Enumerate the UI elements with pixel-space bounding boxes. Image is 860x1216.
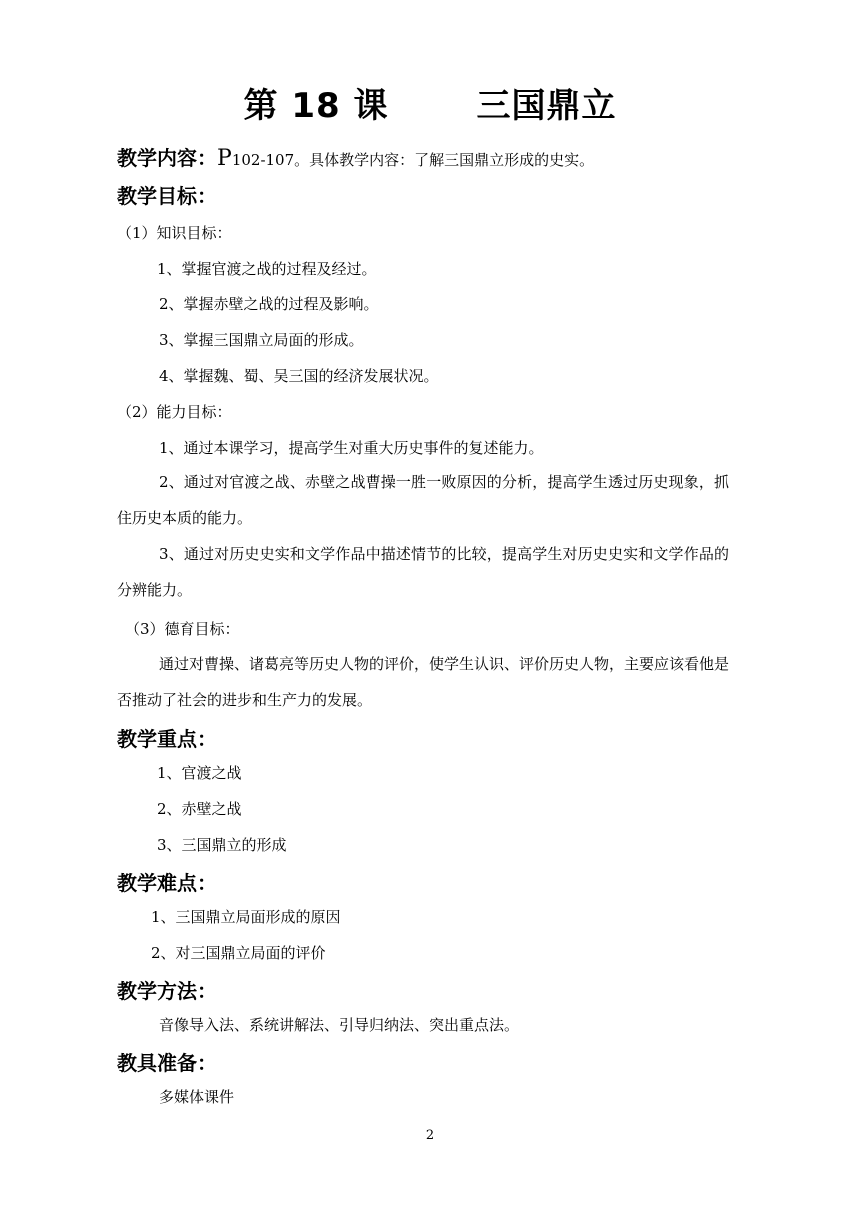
key-point-item: 2、赤壁之战	[157, 800, 242, 818]
methods-label: 教学方法：	[117, 979, 217, 1003]
moral-text: 通过对曹操、诸葛亮等历史人物的评价，使学生认识、评价历史人物，主要应该看他是否推动了社会的进步和生产力的发展。	[117, 655, 730, 709]
ability-item-paragraph	[117, 536, 729, 608]
page-title	[0, 78, 860, 127]
ability-item-paragraph	[117, 464, 729, 536]
ability-item: 3、通过对历史史实和文学作品中描述情节的比较，提高学生对历史史实和文学作品的分辨能力。	[117, 545, 729, 599]
objectives-label: 教学目标：	[117, 184, 217, 208]
ability-heading: （2）能力目标：	[117, 403, 232, 421]
ability-item: 1、通过本课学习，提高学生对重大历史事件的复述能力。	[159, 439, 544, 457]
content-text: 102-107。具体教学内容：了解三国鼎立形成的史实。	[231, 151, 595, 169]
materials-label: 教具准备：	[117, 1051, 217, 1075]
knowledge-item: 3、掌握三国鼎立局面的形成。	[159, 331, 364, 349]
page-number: 2	[425, 1128, 435, 1143]
content-label: 教学内容：	[117, 146, 217, 170]
lesson-number: 第 18 课	[243, 86, 389, 126]
content-section	[117, 142, 594, 171]
lesson-topic: 三国鼎立	[476, 86, 617, 126]
knowledge-item: 1、掌握官渡之战的过程及经过。	[157, 260, 377, 278]
difficulty-item: 1、三国鼎立局面形成的原因	[151, 908, 341, 926]
moral-paragraph	[117, 646, 729, 718]
ability-item: 2、通过对官渡之战、赤壁之战曹操一胜一败原因的分析，提高学生透过历史现象，抓住历史本质的能力。	[117, 473, 729, 527]
knowledge-item: 4、掌握魏、蜀、吴三国的经济发展状况。	[159, 367, 439, 385]
materials-text: 多媒体课件	[159, 1088, 235, 1106]
methods-text: 音像导入法、系统讲解法、引导归纳法、突出重点法。	[159, 1016, 520, 1034]
knowledge-item: 2、掌握赤壁之战的过程及影响。	[159, 295, 379, 313]
knowledge-heading: （1）知识目标：	[117, 224, 232, 242]
difficulty-item: 2、对三国鼎立局面的评价	[151, 944, 326, 962]
difficulties-label: 教学难点：	[117, 871, 217, 895]
key-point-item: 1、官渡之战	[157, 764, 242, 782]
key-point-item: 3、三国鼎立的形成	[157, 836, 287, 854]
moral-heading: （3）德育目标：	[125, 620, 240, 638]
key-points-label: 教学重点：	[117, 727, 217, 751]
content-p-letter: P	[217, 146, 232, 171]
